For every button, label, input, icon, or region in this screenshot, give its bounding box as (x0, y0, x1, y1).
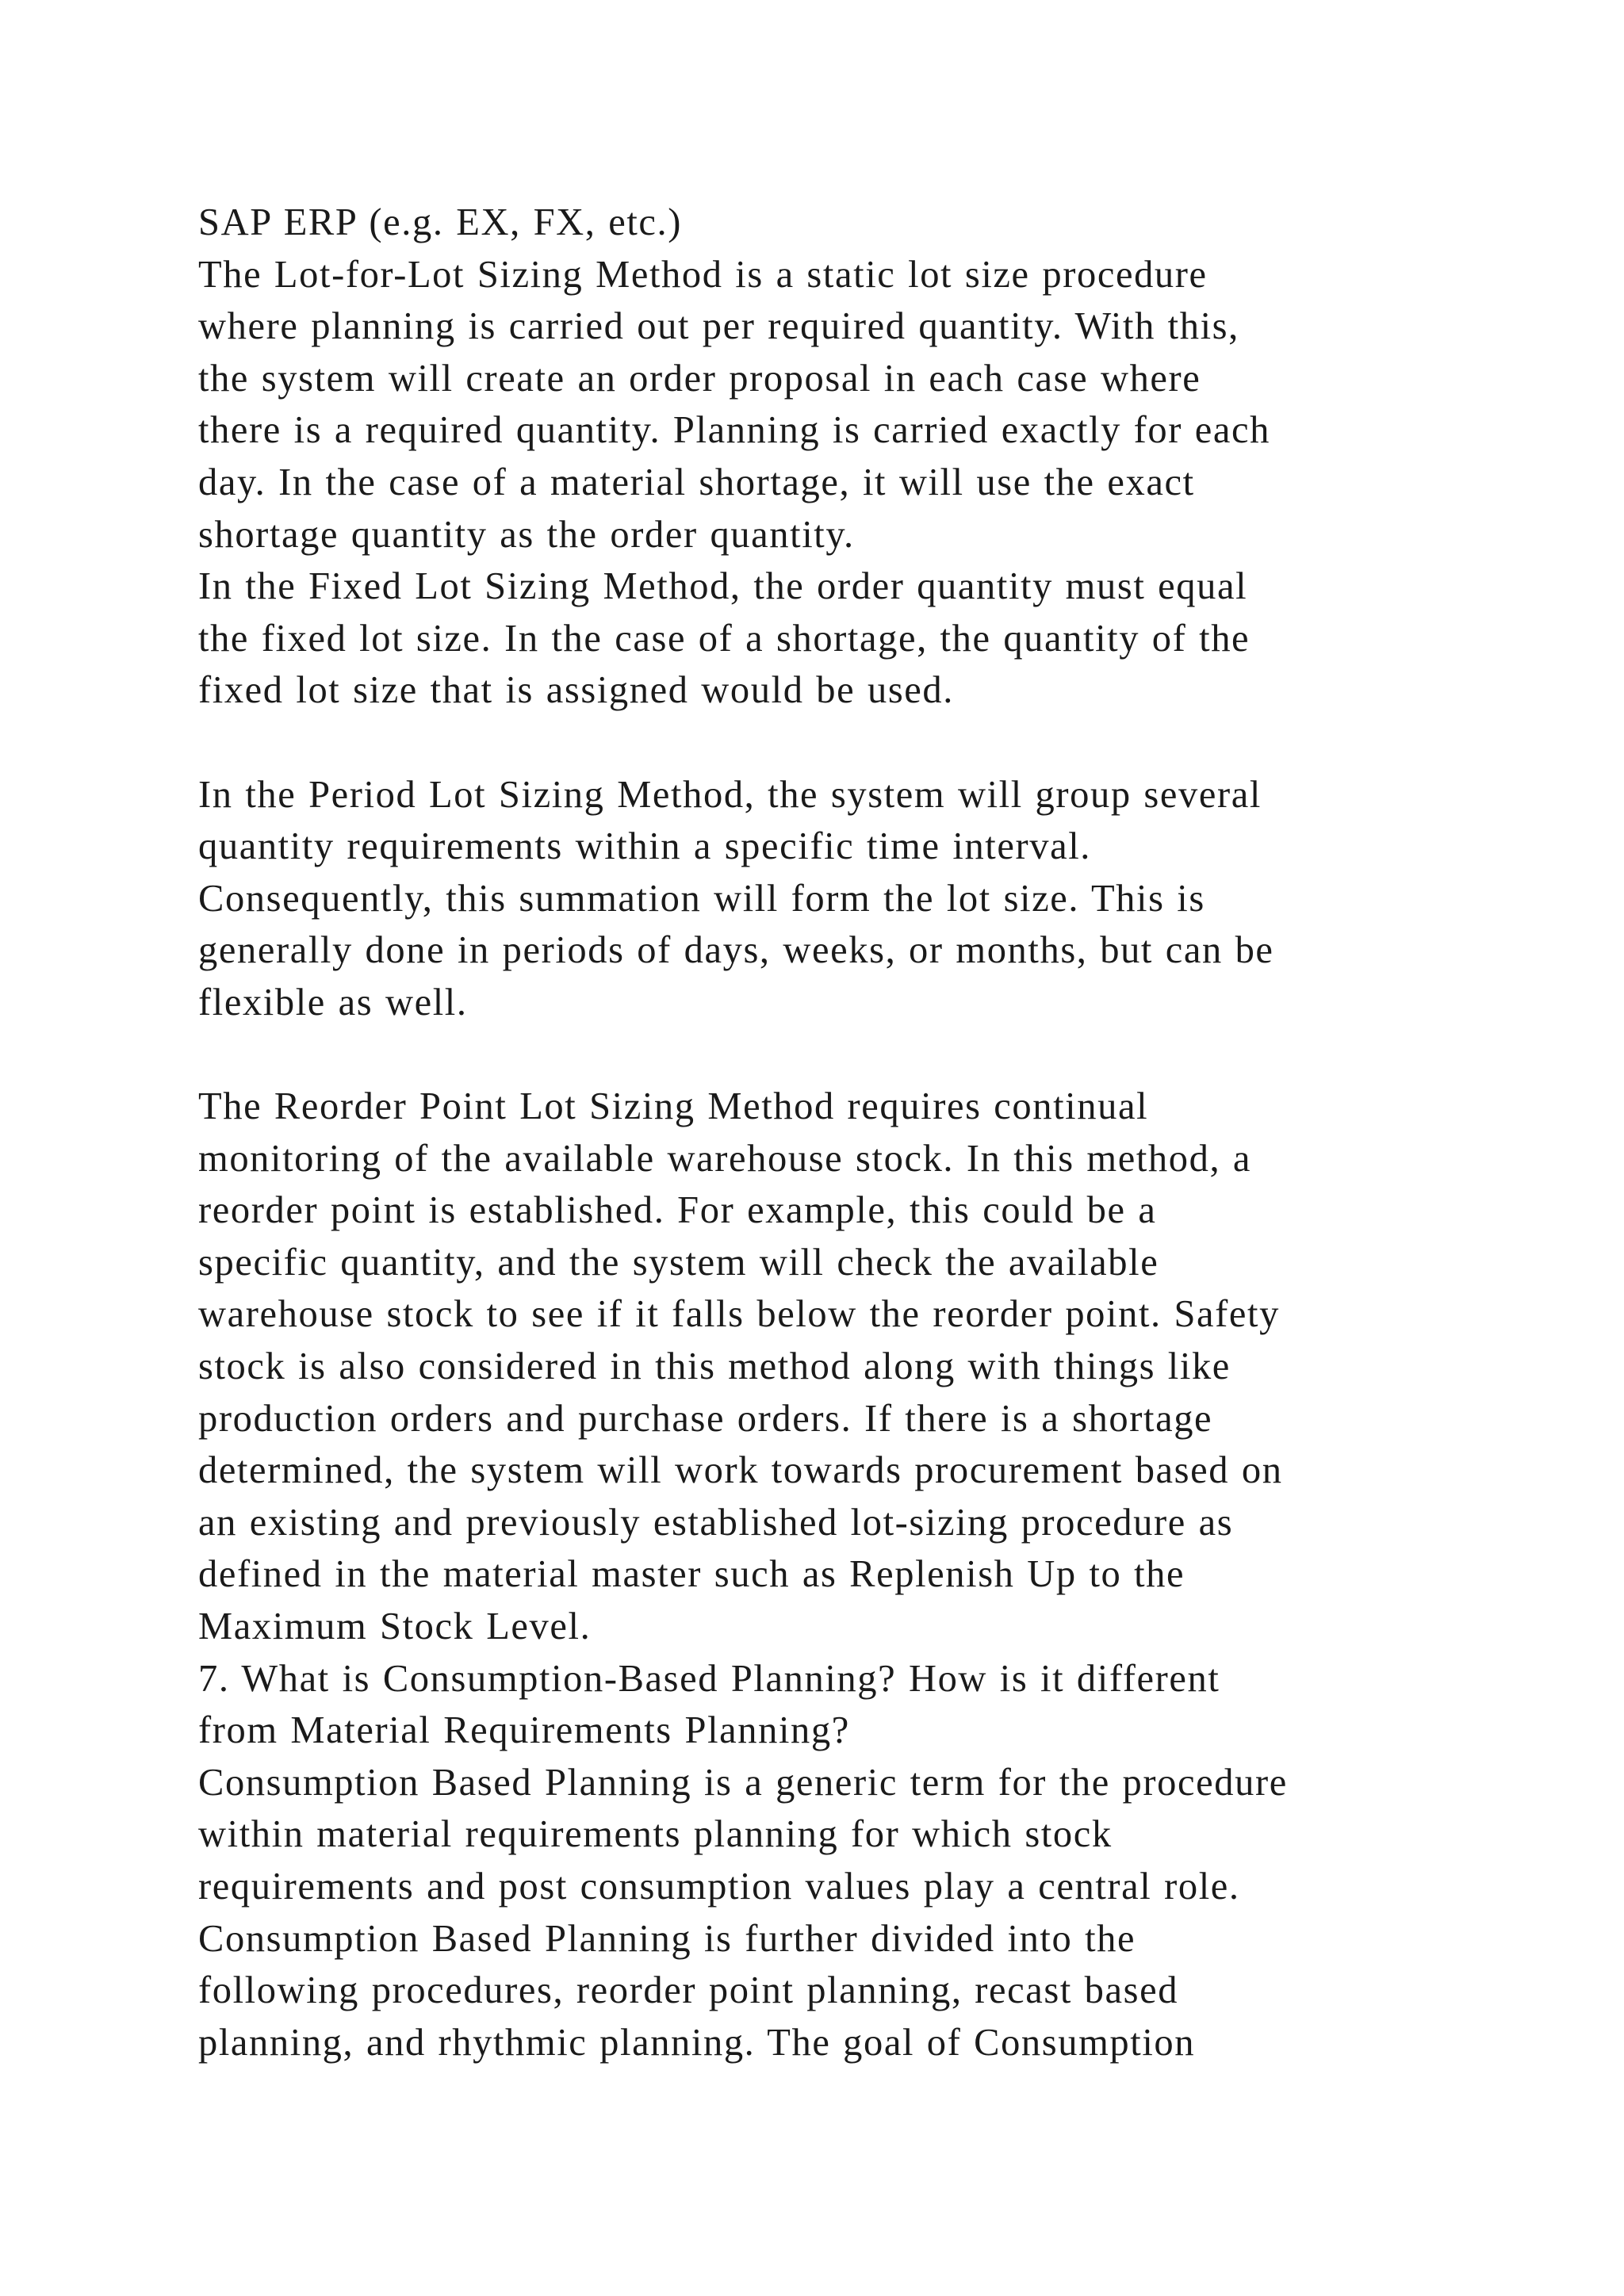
text-line: requirements and post consumption values play a central role. (198, 1866, 1240, 1908)
text-line: specific quantity, and the system will check the available (198, 1241, 1159, 1284)
text-line: there is a required quantity. Planning is carried exactly for each (198, 409, 1270, 452)
text-line: production orders and purchase orders. If there is a shortage (198, 1397, 1213, 1440)
blank-line (198, 1029, 1515, 1081)
text-line: quantity requirements within a specific time interval. (198, 825, 1092, 868)
text-line: where planning is carried out per required quantity. With this, (198, 305, 1239, 348)
text-line: Consequently, this summation will form the lot size. This is (198, 877, 1205, 920)
text-line: monitoring of the available warehouse stock. In this method, a (198, 1137, 1252, 1180)
text-line: In the Period Lot Sizing Method, the system will group several (198, 773, 1262, 816)
text-line: fixed lot size that is assigned would be used. (198, 669, 955, 712)
text-line: day. In the case of a material shortage, it will use the exact (198, 461, 1195, 503)
text-line: planning, and rhythmic planning. The goal of Consumption (198, 2021, 1196, 2064)
text-line: Consumption Based Planning is further divided into the (198, 1917, 1136, 1960)
text-line: SAP ERP (e.g. EX, FX, etc.) (198, 201, 683, 243)
text-line: within material requirements planning for which stock (198, 1813, 1113, 1856)
text-line: Consumption Based Planning is a generic term for the procedure (198, 1761, 1288, 1804)
text-line: warehouse stock to see if it falls below the reorder point. Safety (198, 1293, 1280, 1336)
text-line: generally done in periods of days, weeks, or months, but can be (198, 929, 1274, 972)
question-line: from Material Requirements Planning? (198, 1709, 850, 1752)
text-line: following procedures, reorder point planning, recast based (198, 1969, 1179, 2012)
question-line: 7. What is Consumption-Based Planning? How is it different (198, 1657, 1220, 1700)
text-line: Maximum Stock Level. (198, 1605, 592, 1648)
text-line: the fixed lot size. In the case of a shortage, the quantity of the (198, 617, 1251, 660)
text-line: reorder point is established. For example, this could be a (198, 1189, 1157, 1232)
text-line: determined, the system will work towards procurement based on (198, 1449, 1283, 1492)
text-line: defined in the material master such as Replenish Up to the (198, 1553, 1185, 1596)
text-line: The Reorder Point Lot Sizing Method requires continual (198, 1085, 1149, 1128)
document-body (198, 197, 1515, 2068)
text-line: shortage quantity as the order quantity. (198, 513, 855, 556)
text-line: the system will create an order proposal in each case where (198, 357, 1201, 400)
text-line: flexible as well. (198, 981, 468, 1024)
blank-line (198, 717, 1515, 769)
text-line: stock is also considered in this method along with things like (198, 1345, 1231, 1388)
text-line: In the Fixed Lot Sizing Method, the order quantity must equal (198, 565, 1248, 608)
text-line: The Lot-for-Lot Sizing Method is a static lot size procedure (198, 253, 1208, 296)
text-line: an existing and previously established lot-sizing procedure as (198, 1501, 1234, 1544)
